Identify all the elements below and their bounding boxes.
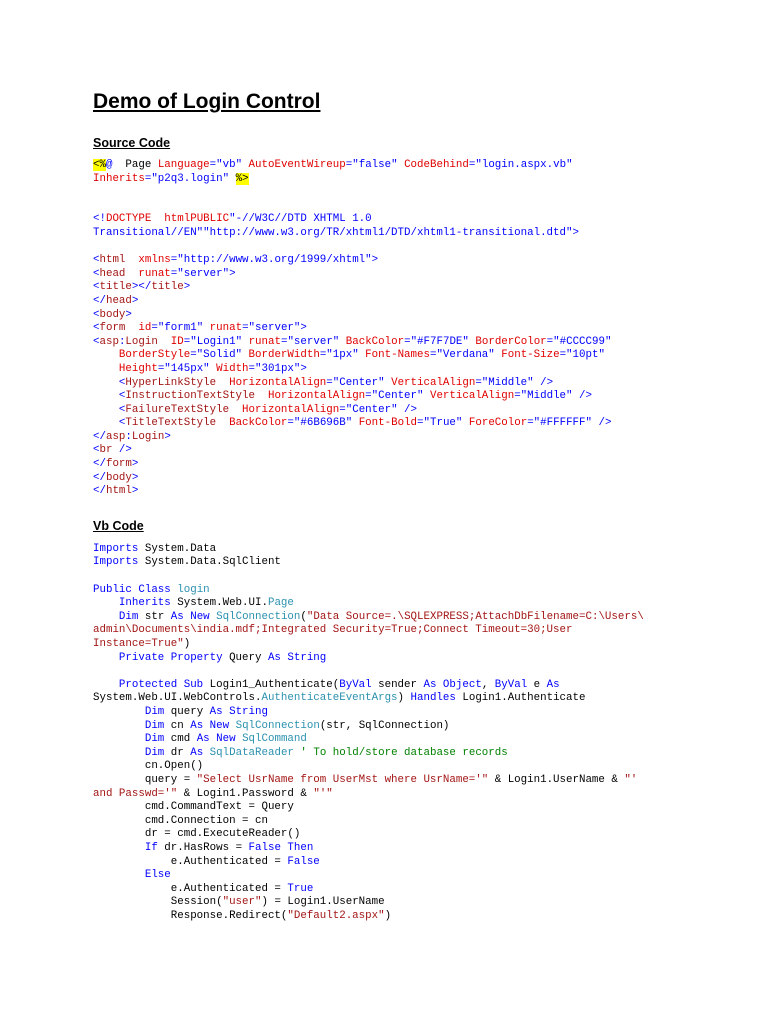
code-token: ="login.aspx.vb": [468, 159, 573, 171]
code-token: HorizontalAlign: [229, 376, 327, 389]
code-line: [93, 706, 673, 720]
vb-code-block: [93, 543, 673, 924]
code-token: [93, 747, 145, 759]
code-token: form: [105, 458, 132, 471]
code-token: cmd.Connection = cn: [93, 814, 268, 827]
code-line: [93, 431, 673, 445]
code-token: asp: [105, 430, 126, 443]
code-token: Imports: [93, 556, 139, 569]
code-line: [93, 856, 673, 870]
code-token: <: [93, 281, 100, 294]
code-line: [93, 910, 673, 924]
code-token: ="Solid": [190, 349, 249, 362]
code-token: [93, 417, 119, 429]
code-token: </: [93, 471, 106, 484]
code-token: ="form1": [151, 322, 210, 335]
code-token: "Data Source=.\SQLEXPRESS;AttachDbFilename=C:\Users\: [306, 610, 644, 623]
code-token: [93, 611, 119, 623]
code-token: [93, 869, 145, 881]
code-token: [216, 417, 229, 429]
code-token: & Login1.Password &: [177, 787, 314, 800]
code-token: ): [384, 909, 392, 922]
code-token: [93, 679, 119, 691]
code-token: <: [93, 444, 100, 457]
code-token: SqlConnection: [235, 719, 320, 732]
code-token: xmlns: [138, 254, 171, 267]
code-token: CodeBehind: [404, 159, 469, 171]
code-token: query =: [93, 773, 197, 786]
code-token: ="#F7F7DE": [404, 335, 476, 348]
code-token: ="http://www.w3.org/1999/xhtml">: [170, 254, 379, 267]
code-token: ' To hold/store database records: [300, 746, 508, 759]
code-line: [93, 543, 673, 557]
code-token: Response.Redirect(: [93, 909, 288, 922]
code-token: [229, 404, 242, 416]
code-token: Transitional//EN""http://www.w3.org/TR/xhtml1/DTD/xhtml1-transitional.dtd">: [93, 226, 579, 239]
code-line: [93, 281, 673, 295]
code-token: br: [99, 444, 113, 457]
code-token: [93, 652, 119, 664]
code-token: head: [105, 294, 132, 307]
code-token: </: [93, 294, 106, 307]
code-token: System.Web.UI.: [170, 597, 268, 610]
code-token: ="Center": [326, 376, 392, 389]
code-line: [93, 665, 673, 679]
code-line: [93, 485, 673, 499]
code-token: Inherits: [93, 172, 145, 185]
code-token: ="#CCCC99": [546, 335, 612, 348]
code-token: />: [112, 444, 132, 457]
code-line: [93, 404, 673, 418]
code-token: ="Center" />: [339, 403, 418, 416]
code-line: [93, 377, 673, 391]
code-token: ): [183, 638, 191, 650]
code-line: [93, 159, 673, 173]
code-token: BackColor: [345, 335, 405, 348]
code-line: [93, 268, 673, 282]
code-token: <: [118, 403, 126, 416]
code-line: [93, 760, 673, 774]
code-token: SqlCommand: [242, 733, 307, 746]
code-token: e: [527, 678, 547, 691]
code-token: <: [118, 417, 126, 430]
code-token: Private Property: [118, 651, 223, 664]
code-token: TitleTextStyle: [125, 417, 217, 430]
code-token: title: [99, 281, 132, 294]
code-token: e.Authenticated =: [93, 882, 288, 895]
code-token: ="server">: [242, 322, 307, 335]
code-line: [93, 611, 673, 625]
code-line: [93, 842, 673, 856]
code-token: id: [138, 322, 152, 335]
code-line: [93, 227, 673, 241]
code-token: body: [99, 308, 126, 321]
code-token: Dim: [118, 610, 139, 623]
code-token: "user": [222, 896, 262, 909]
code-token: "-//W3C//DTD XHTML 1.0: [229, 213, 372, 226]
code-token: e.Authenticated =: [93, 855, 288, 868]
code-token: [93, 720, 145, 732]
code-token: System.Data: [138, 542, 217, 555]
code-line: [93, 584, 673, 598]
code-line: [93, 747, 673, 761]
code-line: [93, 570, 673, 584]
code-line: [93, 390, 673, 404]
code-token: [93, 390, 119, 402]
code-token: HorizontalAlign: [267, 390, 366, 403]
code-line: [93, 788, 673, 802]
code-token: Login1_Authenticate(: [203, 678, 340, 691]
code-token: [93, 597, 119, 609]
code-token: str: [138, 610, 171, 623]
code-token: ="Login1": [183, 335, 249, 348]
code-token: ="145px": [157, 362, 217, 375]
code-line: [93, 173, 673, 187]
code-token: [125, 254, 138, 266]
vb-code-heading: Vb Code: [93, 518, 144, 533]
code-token: runat: [248, 335, 281, 348]
code-token: ="vb": [209, 159, 249, 171]
code-token: [151, 213, 164, 225]
code-token: >: [164, 430, 171, 443]
code-token: [93, 363, 119, 375]
code-line: [93, 692, 673, 706]
code-token: ="Verdana": [429, 349, 502, 362]
code-line: [93, 472, 673, 486]
code-token: HorizontalAlign: [242, 403, 340, 416]
code-line: [93, 679, 673, 693]
code-token: runat: [209, 322, 243, 335]
code-token: <: [118, 376, 126, 389]
code-token: ></: [131, 281, 152, 294]
code-token: BackColor: [229, 417, 288, 430]
code-token: Imports: [93, 542, 139, 555]
code-token: BorderStyle: [118, 349, 191, 362]
code-token: SqlConnection: [216, 610, 301, 623]
code-token: </: [93, 458, 106, 471]
code-token: True: [287, 882, 314, 895]
code-token: Width: [216, 362, 249, 375]
code-token: AutoEventWireup: [248, 159, 346, 171]
code-line: [93, 200, 673, 214]
code-token: <: [93, 254, 100, 267]
code-token: title: [151, 281, 184, 294]
code-token: Dim: [144, 705, 165, 718]
code-token: [93, 349, 119, 361]
code-token: [93, 733, 145, 745]
code-token: html: [105, 485, 132, 498]
code-token: htmlPUBLIC: [164, 213, 230, 226]
code-token: Session(: [93, 896, 223, 909]
code-token: [93, 377, 119, 389]
code-line: [93, 295, 673, 309]
code-line: [93, 241, 673, 255]
code-token: ByVal: [339, 678, 372, 691]
source-code-heading: Source Code: [93, 136, 171, 150]
code-token: System.Web.UI.WebControls.: [93, 692, 262, 705]
code-line: [93, 458, 673, 472]
code-token: System.Data.SqlClient: [138, 556, 281, 569]
code-token: ="Center": [365, 390, 430, 403]
page-title: Demo of Login Control: [93, 90, 321, 113]
code-token: Height: [118, 362, 158, 375]
code-token: ByVal: [494, 678, 528, 691]
code-token: asp: [99, 335, 119, 348]
code-token: Public Class: [93, 583, 171, 596]
code-line: [93, 896, 673, 910]
code-token: ="server">: [170, 267, 236, 280]
code-token: Font-Names: [365, 349, 430, 362]
code-token: Else: [144, 869, 171, 882]
code-token: ="301px">: [248, 362, 307, 375]
code-token: ) = Login1.UserName: [261, 896, 385, 909]
code-token: Font-Size: [501, 349, 560, 362]
code-token: admin\Documents\india.mdf;Integrated Security=True;Connect Timeout=30;User: [93, 624, 573, 637]
code-line: [93, 638, 673, 652]
code-token: ,: [481, 678, 495, 691]
code-token: cn.Open(): [93, 760, 204, 773]
code-token: [216, 377, 229, 389]
code-token: & Login1.UserName &: [488, 773, 625, 786]
code-token: </: [93, 430, 106, 443]
code-token: ="Middle" />: [475, 376, 554, 389]
code-token: :: [125, 430, 132, 443]
code-token: Page: [267, 597, 294, 610]
code-token: [93, 404, 119, 416]
code-token: dr = cmd.ExecuteReader(): [93, 828, 301, 841]
code-token: DOCTYPE: [105, 213, 152, 226]
code-line: [93, 556, 673, 570]
code-token: <%: [93, 159, 106, 171]
code-token: >: [125, 308, 132, 321]
code-line: [93, 828, 673, 842]
document-page: [93, 88, 673, 923]
code-line: [93, 815, 673, 829]
code-token: [125, 268, 138, 280]
code-line: [93, 733, 673, 747]
code-token: AuthenticateEventArgs: [261, 692, 398, 705]
code-token: >: [131, 294, 139, 307]
code-line: [93, 213, 673, 227]
code-token: Login: [125, 335, 158, 348]
code-token: runat: [138, 267, 171, 280]
code-token: <: [93, 308, 100, 321]
code-token: <: [118, 390, 126, 403]
code-line: [93, 597, 673, 611]
code-token: As Object: [423, 678, 482, 691]
code-line: [93, 322, 673, 336]
code-token: SqlDataReader: [209, 746, 294, 759]
code-token: cmd.CommandText = Query: [93, 801, 294, 814]
code-token: As String: [267, 651, 327, 664]
code-token: InstructionTextStyle: [125, 390, 255, 403]
code-token: As: [546, 678, 560, 691]
code-token: VerticalAlign: [391, 376, 476, 389]
code-token: >: [183, 281, 191, 294]
code-token: "Select UsrName from UserMst where UsrName='": [196, 773, 489, 786]
code-token: ="1px": [319, 349, 366, 362]
code-line: [93, 363, 673, 377]
code-token: and Passwd='": [93, 787, 178, 800]
code-token: :: [118, 335, 126, 348]
code-token: Protected Sub: [118, 678, 204, 691]
code-token: "'": [313, 787, 333, 800]
code-line: [93, 624, 673, 638]
code-token: FailureTextStyle: [125, 403, 230, 416]
code-token: Dim: [144, 733, 165, 746]
code-line: [93, 720, 673, 734]
code-token: (: [300, 610, 307, 623]
code-token: >: [131, 458, 139, 471]
code-line: [93, 774, 673, 788]
code-token: query: [164, 705, 210, 718]
code-token: >: [131, 471, 139, 484]
code-token: ="Middle" />: [514, 390, 592, 403]
code-token: <!: [93, 213, 106, 226]
code-token: False: [287, 855, 320, 868]
code-token: As New: [196, 733, 236, 746]
code-token: "': [624, 773, 638, 786]
code-token: If: [144, 841, 158, 854]
code-token: login: [177, 583, 210, 596]
code-token: Dim: [144, 719, 165, 732]
code-token: sender: [371, 678, 424, 691]
code-line: [93, 336, 673, 350]
code-token: [255, 390, 268, 402]
code-token: ="#6B696B": [287, 417, 359, 430]
code-token: ="#FFFFFF" />: [527, 417, 612, 430]
code-line: [93, 186, 673, 200]
code-token: form: [99, 322, 126, 335]
code-token: [158, 336, 171, 348]
code-token: >: [131, 485, 139, 498]
code-token: ForeColor: [468, 417, 528, 430]
code-token: ="p2q3.login": [144, 172, 236, 185]
code-token: dr: [164, 746, 191, 759]
code-token: <: [93, 335, 100, 348]
code-token: ="false": [345, 159, 405, 171]
code-token: html: [99, 254, 126, 267]
code-token: ID: [170, 335, 184, 348]
code-token: %>: [235, 172, 249, 185]
code-token: Page: [112, 159, 158, 171]
code-token: Query: [222, 651, 268, 664]
code-line: [93, 309, 673, 323]
code-token: As String: [209, 705, 268, 718]
code-token: Dim: [144, 746, 165, 759]
code-token: </: [93, 485, 106, 498]
code-token: "Default2.aspx": [287, 909, 385, 922]
code-token: Inherits: [118, 597, 171, 610]
source-code-block: [93, 159, 673, 499]
code-token: False Then: [248, 841, 314, 854]
code-token: [125, 322, 138, 334]
code-token: (str, SqlConnection): [319, 719, 450, 732]
code-token: dr.HasRows =: [157, 841, 249, 854]
code-token: ="server": [280, 335, 346, 348]
code-line: [93, 417, 673, 431]
code-token: @: [105, 159, 113, 171]
code-token: Login1.Authenticate: [455, 692, 586, 705]
code-token: cmd: [164, 733, 197, 746]
code-token: As New: [170, 610, 210, 623]
code-line: [93, 349, 673, 363]
code-token: <: [93, 322, 100, 335]
code-line: [93, 801, 673, 815]
code-token: Font-Bold: [358, 417, 418, 430]
code-token: As: [190, 746, 204, 759]
code-line: [93, 652, 673, 666]
code-token: As New: [190, 719, 230, 732]
code-line: [93, 883, 673, 897]
code-token: ): [397, 692, 411, 705]
code-token: BorderColor: [475, 335, 547, 348]
code-token: <: [93, 267, 100, 280]
code-token: ="True": [417, 417, 469, 430]
code-token: head: [99, 267, 126, 280]
code-token: VerticalAlign: [429, 390, 515, 403]
code-token: BorderWidth: [248, 349, 320, 362]
code-token: body: [105, 471, 132, 484]
code-token: ="10pt": [559, 349, 605, 362]
code-token: Instance=True": [93, 638, 184, 650]
code-token: [93, 706, 145, 718]
code-token: HyperLinkStyle: [125, 376, 217, 389]
code-line: [93, 444, 673, 458]
code-token: Language: [157, 159, 210, 171]
code-line: [93, 254, 673, 268]
code-token: [93, 842, 145, 854]
code-token: Handles: [410, 692, 456, 705]
code-token: Login: [131, 430, 165, 443]
code-line: [93, 869, 673, 883]
code-token: cn: [164, 719, 191, 732]
